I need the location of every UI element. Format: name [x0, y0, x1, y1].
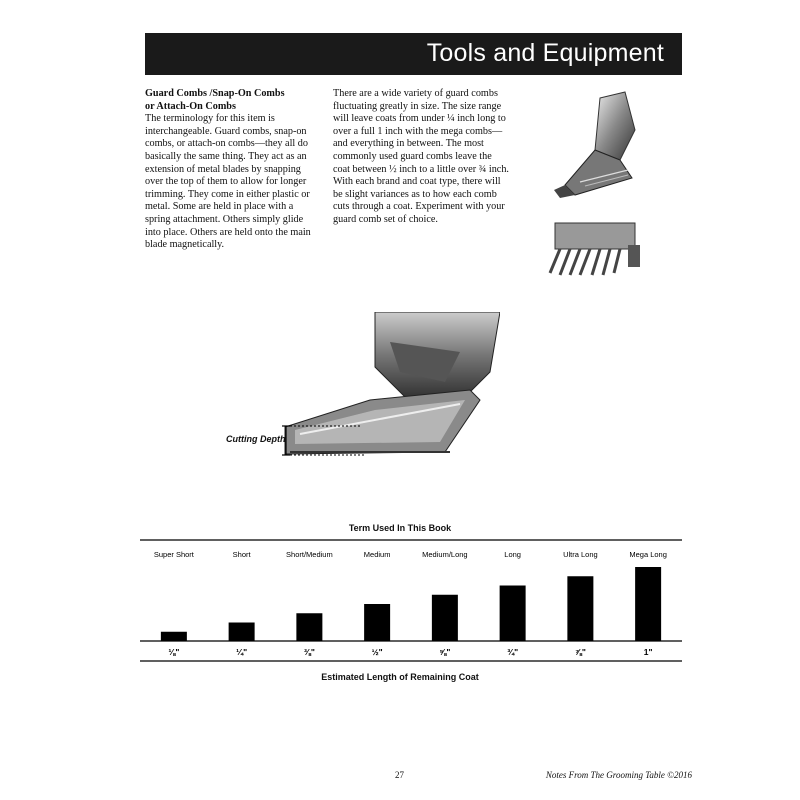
chart-category-label: Short/Medium — [286, 550, 333, 559]
cutting-depth-label: Cutting Depth — [226, 434, 286, 444]
chart-bar — [567, 576, 593, 641]
chart-category-label: Long — [504, 550, 521, 559]
chart-bar — [635, 567, 661, 641]
chart-category-label: Ultra Long — [563, 550, 598, 559]
chart-bar — [364, 604, 390, 641]
chart-length-label: ½" — [371, 647, 383, 657]
chart-length-label: ¾" — [507, 647, 519, 657]
section-heading-line2: or Attach-On Combs — [145, 100, 236, 112]
chart-length-label: ⅜" — [303, 647, 315, 657]
chart-category-label: Medium — [363, 550, 391, 559]
column-left-body: The terminology for this item is interchangeable. Guard combs, snap-on combs, or attach-on combs—they all do basically the same thing. They act as an extension of metal blades by snapping over the top of them to allow for longer trimming. They come in either plastic or metal. Some are held in place with a spring attachment. Others simply glide into place. Others are held onto the main blade magnetically. — [145, 113, 311, 251]
chart-category-label: Short — [232, 550, 251, 559]
section-heading-line1: Guard Combs /Snap-On Combs — [145, 88, 285, 99]
chart-category-label: Super Short — [153, 550, 194, 559]
page-title: Tools and Equipment — [426, 39, 664, 67]
chart-length-label: ⅝" — [439, 647, 451, 657]
chart-bar — [229, 623, 255, 642]
page-number: 27 — [395, 770, 404, 780]
chart-category-label: Mega Long — [629, 550, 667, 559]
chart-bar — [161, 632, 187, 641]
chart-length-label: 1" — [643, 647, 653, 657]
column-right-body: There are a wide variety of guard combs fluctuating greatly in size. The size range will leave coats from under ¼ inch long to over a full 1 inch with the mega combs—and everything in between. The most commonly used guard combs leave the coat between ½ inch to a little over ¾ inch. With each brand and coat type, there will be slight variances as to how each comb cuts through a coat. Experiment with your guard comb set of choice. — [333, 88, 509, 225]
footer-credit: Notes From The Grooming Table ©2016 — [545, 770, 692, 780]
chart-title: Term Used In This Book — [348, 523, 452, 533]
chart-xlabel: Estimated Length of Remaining Coat — [321, 672, 479, 682]
chart-bar — [296, 613, 322, 641]
chart-length-label: ⅛" — [168, 647, 180, 657]
chart-category-label: Medium/Long — [422, 550, 468, 559]
chart-bar — [432, 595, 458, 641]
chart-bar — [500, 586, 526, 642]
chart-length-label: ¼" — [236, 647, 248, 657]
chart-length-label: ⅞" — [574, 647, 586, 657]
